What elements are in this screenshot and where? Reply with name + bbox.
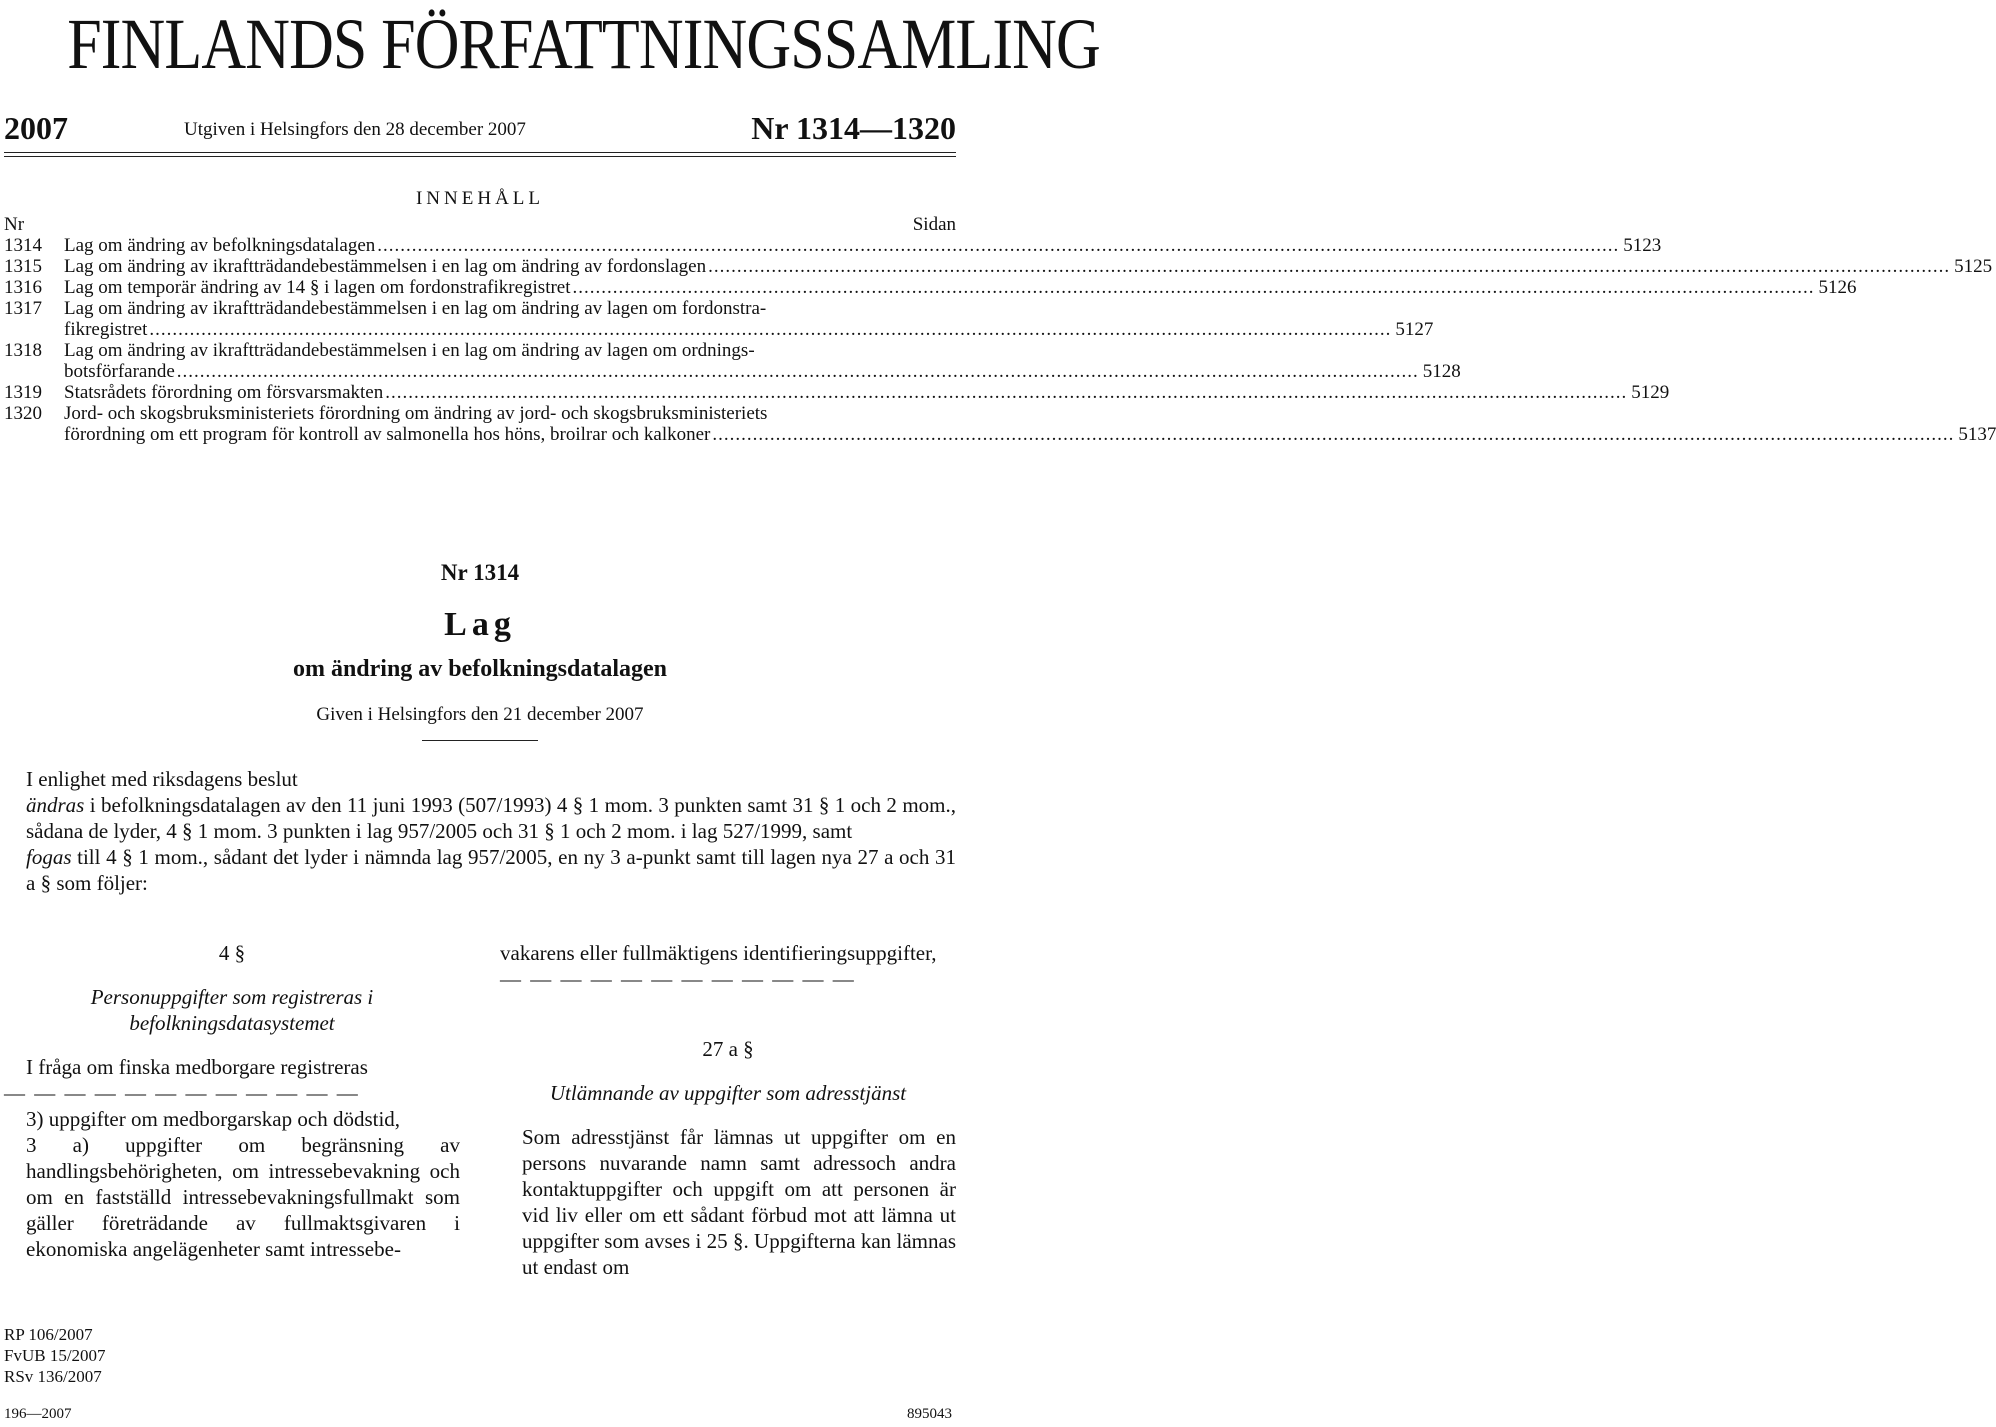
toc-col-nr: Nr xyxy=(4,214,25,235)
table-of-contents xyxy=(4,235,1996,445)
toc-entry-title-line: fikregistret xyxy=(64,319,148,340)
toc-entry-page: 5123 xyxy=(1623,235,1662,256)
toc-entry-page: 5128 xyxy=(1422,361,1461,382)
footer-right: 895043 xyxy=(907,1406,952,1422)
law-title: om ändring av befolkningsdatalagen xyxy=(292,656,668,682)
preamble-amend-keyword: ändras xyxy=(26,793,85,817)
toc-leader-dots xyxy=(385,382,1627,403)
toc-entry-last-line xyxy=(64,382,1670,403)
toc-entry xyxy=(4,235,1662,256)
section-27a: 27 a § xyxy=(702,1037,754,1061)
omission-dashes-right: — — — — — — — — — — — — xyxy=(500,967,856,991)
toc-title: INNEHÅLL xyxy=(415,188,545,209)
toc-entry-title-line: förordning om ett program för kontroll av salmonella hos höns, broilrar och kalkoner xyxy=(64,424,711,445)
toc-entry-last-line xyxy=(64,361,1461,382)
toc-leader-dots xyxy=(177,361,1419,382)
toc-entry-page: 5129 xyxy=(1631,382,1670,403)
section-4-heading: Personuppgifter som registreras i befolkningsdatasystemet xyxy=(90,985,374,1035)
masthead-title: FINLANDS FÖRFATTNINGSSAMLING xyxy=(67,4,1100,84)
toc-entry xyxy=(4,277,1857,298)
toc-entry-title-line: Lag om ändring av ikraftträdandebestämmelsen i en lag om ändring av lagen om ordnings- xyxy=(64,340,755,361)
toc-entry-page: 5127 xyxy=(1395,319,1434,340)
toc-entry-nr: 1315 xyxy=(4,256,42,277)
issue-numbers: Nr 1314—1320 xyxy=(751,110,956,146)
toc-entry-nr: 1316 xyxy=(4,277,42,298)
toc-entry-page: 5125 xyxy=(1954,256,1993,277)
law-type: Lag xyxy=(444,606,516,643)
preamble-add-text: till 4 § 1 mom., sådant det lyder i nämnda lag 957/2005, en ny 3 a-punkt samt till lagen nya 27 a och 31 a § som följer: xyxy=(26,845,956,895)
title-divider xyxy=(422,740,538,741)
toc-leader-dots xyxy=(377,235,1619,256)
toc-entry-last-line xyxy=(64,256,1993,277)
footer-left: 196—2007 xyxy=(4,1406,72,1422)
header-rule-top xyxy=(4,152,956,153)
toc-leader-dots xyxy=(712,424,1954,445)
toc-entry xyxy=(4,298,1434,340)
toc-leader-dots xyxy=(149,319,1391,340)
toc-entry-nr: 1319 xyxy=(4,382,42,403)
header-rule-bottom xyxy=(4,156,956,157)
omission-dashes-left: — — — — — — — — — — — — xyxy=(4,1081,360,1105)
toc-entry-title-line: Lag om ändring av ikraftträdandebestämmelsen i en lag om ändring av lagen om fordonstra- xyxy=(64,298,767,319)
toc-entry-last-line xyxy=(64,424,1996,445)
section-4: 4 § xyxy=(218,941,246,965)
preamble-amend xyxy=(4,792,956,844)
toc-entry xyxy=(4,256,1993,277)
issue-year: 2007 xyxy=(4,110,68,146)
footnote-rsv: RSv 136/2007 xyxy=(4,1367,102,1386)
toc-header xyxy=(4,214,956,236)
toc-entry-title-line: Jord- och skogsbruksministeriets förordning om ändring av jord- och skogsbruksministeriets xyxy=(64,403,768,424)
toc-leader-dots xyxy=(573,277,1815,298)
preamble xyxy=(4,766,956,896)
toc-entry-last-line xyxy=(64,277,1857,298)
toc-entry-nr: 1318 xyxy=(4,340,42,361)
toc-entry-nr: 1320 xyxy=(4,403,42,424)
toc-entry xyxy=(4,340,1461,382)
toc-entry-last-line xyxy=(64,235,1662,256)
toc-leader-dots xyxy=(708,256,1950,277)
toc-entry xyxy=(4,403,1996,445)
preamble-add-keyword: fogas xyxy=(26,845,72,869)
section-27a-heading: Utlämnande av uppgifter som adresstjänst xyxy=(549,1081,907,1105)
toc-entry-title-line: botsförfarande xyxy=(64,361,175,382)
law-number: Nr 1314 xyxy=(440,560,520,585)
toc-entry-title-line: Lag om ändring av ikraftträdandebestämmelsen i en lag om ändring av fordonslagen xyxy=(64,256,707,277)
toc-entry-nr: 1314 xyxy=(4,235,42,256)
toc-entry-title-line: Lag om temporär ändring av 14 § i lagen om fordonstrafikregistret xyxy=(64,277,571,298)
section-27a-p1: Som adresstjänst får lämnas ut uppgifter om en persons nuvarande namn samt adressoch andra kontaktuppgifter och uppgift om att personen är vid liv eller om ett sådant förbud mot att lämna ut uppgifter som avses i 25 §. Uppgifterna kan lämnas ut endast om xyxy=(522,1125,956,1279)
section-4-p2: 3) uppgifter om medborgarskap och dödstid, xyxy=(26,1107,401,1131)
toc-entry-page: 5126 xyxy=(1818,277,1857,298)
section-4-p3: 3 a) uppgifter om begränsning av handlingsbehörigheten, om intressebevakning och om en fastställd intressebevakningsfullmakt som gäller företrädande av fullmaktsgivaren i ekonomiska angelägenheter samt intressebe- xyxy=(26,1133,460,1261)
preamble-add xyxy=(4,844,956,896)
footnote-fvub: FvUB 15/2007 xyxy=(4,1346,106,1365)
preamble-intro: I enlighet med riksdagens beslut xyxy=(26,767,298,791)
footnotes xyxy=(4,1324,106,1387)
law-given-date: Given i Helsingfors den 21 december 2007 xyxy=(316,704,644,725)
left-column xyxy=(4,940,460,1262)
toc-entry-last-line xyxy=(64,319,1434,340)
footnote-rp: RP 106/2007 xyxy=(4,1325,93,1344)
toc-entry xyxy=(4,382,1670,403)
toc-entry-page: 5137 xyxy=(1958,424,1996,445)
toc-entry-title-line: Statsrådets förordning om försvarsmakten xyxy=(64,382,384,403)
right-col-p1: vakarens eller fullmäktigens identifieringsuppgifter, xyxy=(500,941,937,965)
toc-col-page: Sidan xyxy=(912,214,956,235)
issue-published: Utgiven i Helsingfors den 28 december 2007 xyxy=(184,119,526,140)
right-column xyxy=(500,940,956,1280)
issue-row xyxy=(4,110,956,144)
toc-entry-nr: 1317 xyxy=(4,298,42,319)
preamble-amend-text: i befolkningsdatalagen av den 11 juni 1993 (507/1993) 4 § 1 mom. 3 punkten samt 31 § 1 och 2 mom., sådana de lyder, 4 § 1 mom. 3 punkten i lag 957/2005 och 31 § 1 och 2 mom. i lag 527/1999, samt xyxy=(26,793,956,843)
section-4-p1: I fråga om finska medborgare registreras xyxy=(26,1055,368,1079)
toc-entry-title-line: Lag om ändring av befolkningsdatalagen xyxy=(64,235,376,256)
